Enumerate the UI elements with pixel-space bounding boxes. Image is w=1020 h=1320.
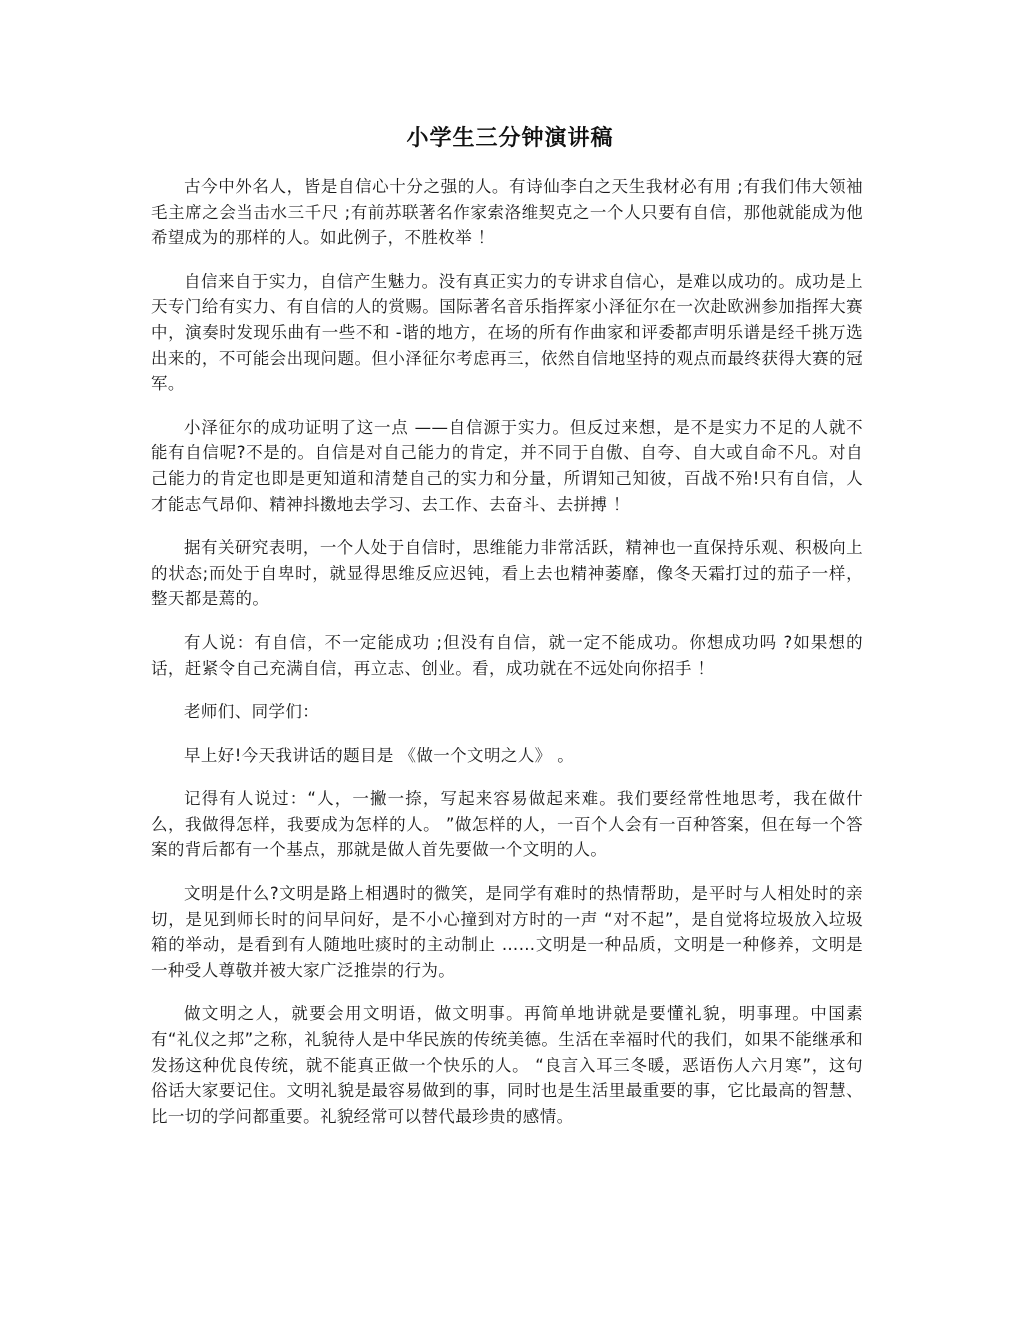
paragraph-7: 早上好!今天我讲话的题目是 《做一个文明之人》 。 <box>184 745 575 765</box>
paragraph-10: 做文明之人，就要会用文明语，做文明事。再简单地讲就是要懂礼貌，明事理。中国素有“礼仪之邦”之称，礼貌待人是中华民族的传统美德。生活在幸福时代的我们，如果不能继承和发扬这种优良传统，就不能真正做一个快乐的人。 “良言入耳三冬暖，恶语伤人六月寒”，这句俗话大家要记住。文明礼貌是最容易做到的事，同时也是生活里最重要的事，它比最高的智慧、比一切的学问都重要。礼貌经常可以替代最珍贵的感情。 <box>151 1004 863 1126</box>
paragraph-3: 小泽征尔的成功证明了这一点 ——自信源于实力。但反过来想，是不是实力不足的人就不能有自信呢?不是的。自信是对自己能力的肯定，并不同于自傲、自夸、自大或自命不凡。对自己能力的肯定也即是更知道和清楚自己的实力和分量，所谓知己知彼，百战不殆!只有自信，人才能志气昂仰、精神抖擞地去学习、去工作、去奋斗、去拼搏 ！ <box>151 417 863 514</box>
paragraph-9: 文明是什么?文明是路上相遇时的微笑，是同学有难时的热情帮助，是平时与人相处时的亲切，是见到师长时的问早问好，是不小心撞到对方时的一声 “对不起”，是自觉将垃圾放入垃圾箱的举动，是看到有人随地吐痰时的主动制止 ……文明是一种品质，文明是一种修养，文明是一种受人尊敬并被大家广泛推崇的行为。 <box>151 884 863 980</box>
paragraph-5: 有人说：有自信，不一定能成功 ;但没有自信，就一定不能成功。你想成功吗 ?如果想的话，赶紧令自己充满自信，再立志、创业。看，成功就在不远处向你招手 ！ <box>151 632 863 678</box>
document-title: 小学生三分钟演讲稿 <box>406 126 614 151</box>
paragraph-6: 老师们、同学们： <box>184 702 320 722</box>
document-body <box>151 174 863 1147</box>
paragraph-8: 记得有人说过：“人，一撇一捺，写起来容易做起来难。我们要经常性地思考，我在做什么，我做得怎样，我要成为怎样的人。 ”做怎样的人，一百个人会有一百种答案，但在每一个答案的背后都有一个基点，那就是做人首先要做一个文明的人。 <box>151 789 863 860</box>
paragraph-4: 据有关研究表明，一个人处于自信时，思维能力非常活跃，精神也一直保持乐观、积极向上的状态;而处于自卑时，就显得思维反应迟钝，看上去也精神萎靡，像冬天霜打过的茄子一样，整天都是蔫的。 <box>151 538 863 609</box>
paragraph-2: 自信来自于实力，自信产生魅力。没有真正实力的专讲求自信心，是难以成功的。成功是上天专门给有实力、有自信的人的赏赐。国际著名音乐指挥家小泽征尔在一次赴欧洲参加指挥大赛中，演奏时发现乐曲有一些不和 -谐的地方，在场的所有作曲家和评委都声明乐谱是经千挑万选出来的，不可能会出现问题。但小泽征尔考虑再三，依然自信地坚持的观点而最终获得大赛的冠军。 <box>151 271 863 394</box>
paragraph-1: 古今中外名人，皆是自信心十分之强的人。有诗仙李白之天生我材必有用 ;有我们伟大领袖毛主席之会当击水三千尺 ;有前苏联著名作家索洛维契克之一个人只要有自信，那他就能成为他希望成为的那样的人。如此例子，不胜枚举 ！ <box>151 177 863 248</box>
